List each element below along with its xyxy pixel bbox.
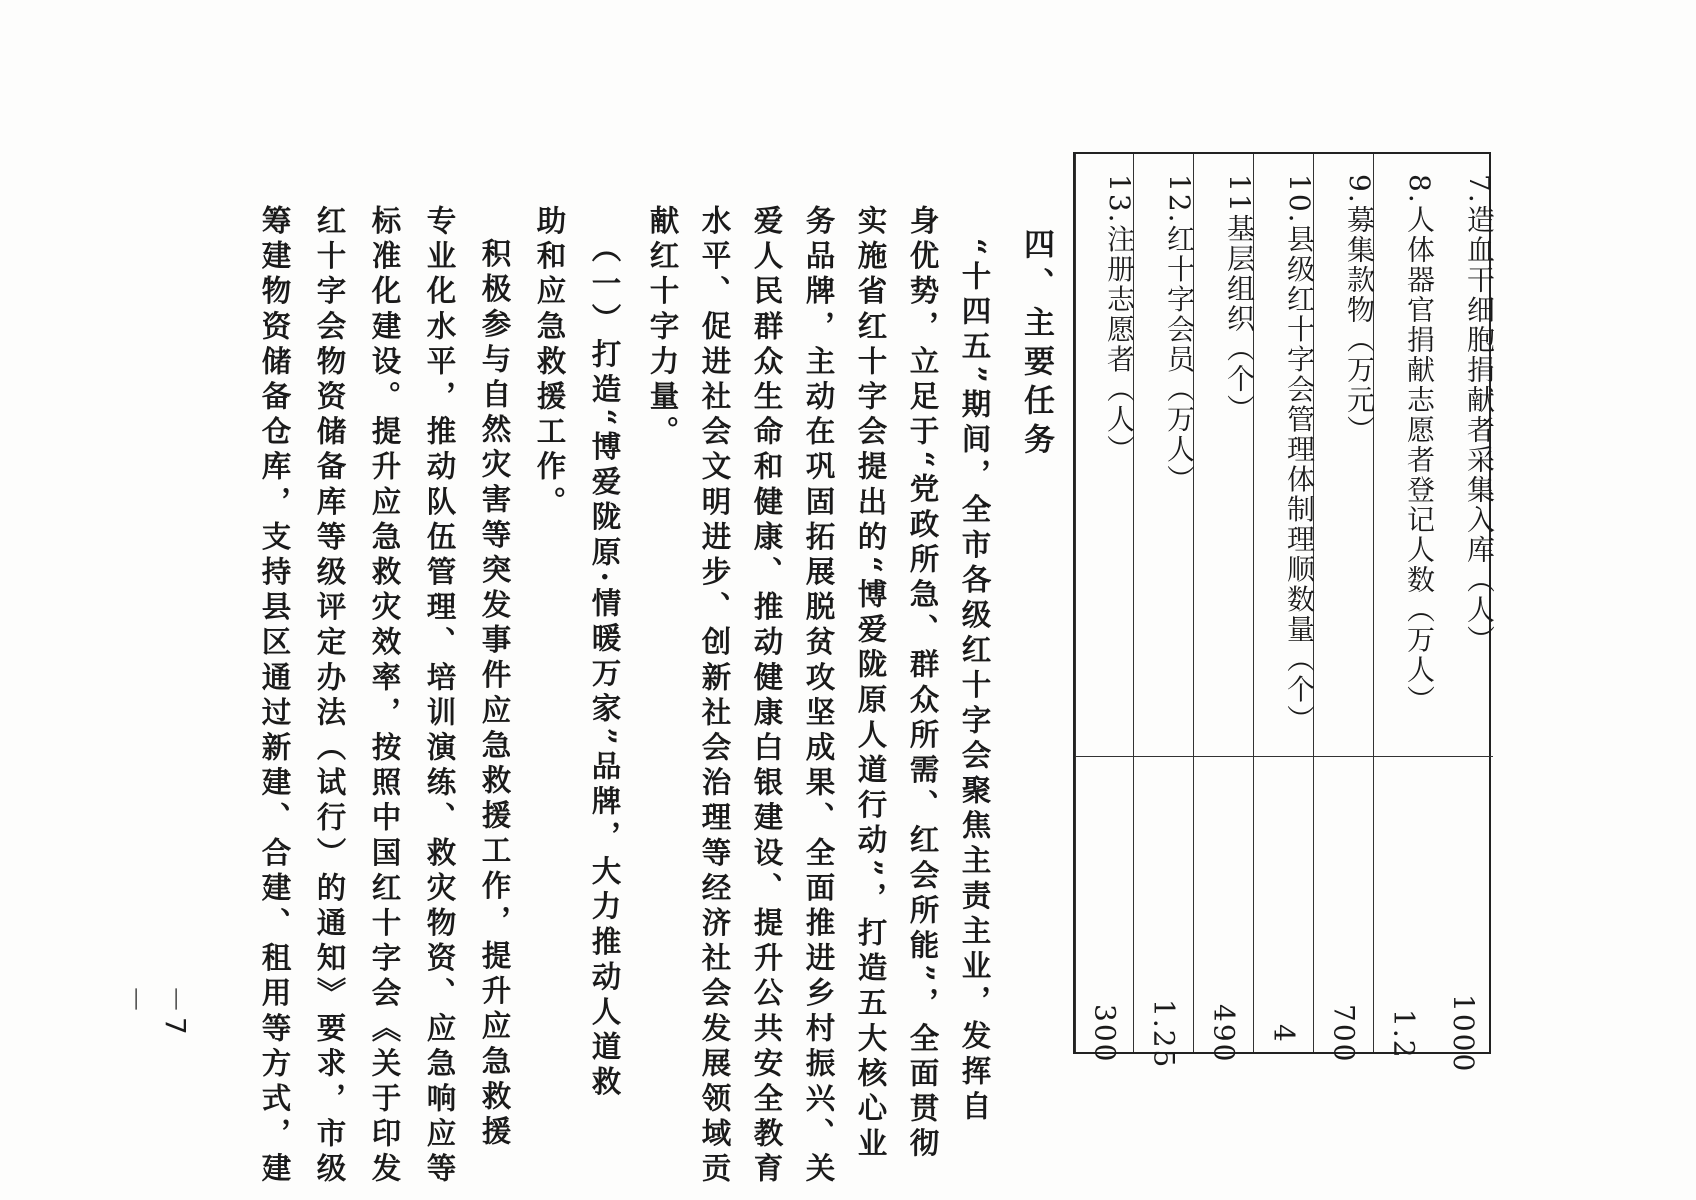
table-row: [1193, 154, 1256, 1064]
intro-line: 身优势，立足于“党政所急、群众所需、红会所能”，全面贯彻: [905, 205, 941, 1163]
intro-line: “十四五”期间，全市各级红十字会聚焦主责主业，发挥自: [957, 238, 993, 1126]
body-line: 红十字会物资储备库等级评定办法（试行）的通知》要求，市级: [312, 205, 348, 1188]
table-cell-label: 10.县级红十字会管理体制理顺数量（个）: [1283, 174, 1316, 735]
table-divider: [1254, 756, 1313, 757]
table-cell-value: 4: [1267, 1024, 1301, 1044]
body-line: 专业化水平，推动队伍管理、培训演练、救灾物资、应急响应等: [422, 205, 458, 1188]
intro-line: 水平、促进社会文明进步、创新社会治理等经济社会发展领域贡: [697, 205, 733, 1188]
table-cell-label: 13.注册志愿者（人）: [1103, 174, 1136, 465]
indicator-table: [1073, 152, 1496, 1074]
table-cell-label: 11基层组织（个）: [1223, 174, 1256, 424]
subsection-heading: （一）打造“博爱陇原·情暖万家”品牌，大力推动人道救: [587, 233, 623, 1102]
table-cell-label: 9.募集款物（万元）: [1343, 174, 1376, 445]
body-line: 积极参与自然灾害等突发事件应急救援工作，提升应急救援: [477, 238, 513, 1151]
table-cell-label: 8.人体器官捐献志愿者登记人数（万人）: [1403, 174, 1436, 715]
table-cell-value: 490: [1207, 1004, 1241, 1064]
table-divider: [1134, 756, 1193, 757]
table-divider: [1314, 756, 1373, 757]
intro-line: 献红十字力量。: [645, 205, 681, 451]
table-row: [1313, 154, 1376, 1064]
subsection-heading-cont: 助和应急救援工作。: [532, 205, 568, 521]
table-cell-value: 1.2: [1387, 1008, 1421, 1060]
table-row: [1075, 154, 1136, 1064]
intro-line: 实施省红十字会提出的“博爱陇原人道行动”，打造五大核心业: [853, 205, 889, 1163]
table-divider: [1433, 756, 1493, 757]
section-heading: 四、主要任务: [1018, 228, 1054, 462]
page-number: －7－: [119, 985, 192, 1039]
table-cell-label: 7.造血干细胞捐献者采集入库（人）: [1463, 174, 1496, 655]
table-cell-value: 700: [1327, 1004, 1361, 1064]
table-divider: [1194, 756, 1253, 757]
intro-line: 务品牌，主动在巩固拓展脱贫攻坚成果、全面推进乡村振兴、关: [801, 205, 837, 1188]
table-divider: [1076, 756, 1133, 757]
table-divider: [1374, 756, 1433, 757]
table-row: [1133, 154, 1196, 1070]
table-row: [1253, 154, 1316, 1052]
table-cell-value: 1000: [1447, 994, 1480, 1074]
body-line: 标准化建设。提升应急救灾效率，按照中国红十字会《关于印发: [367, 205, 403, 1188]
table-cell-label: 12.红十字会员（万人）: [1163, 174, 1196, 495]
table-cell-value: 1.25: [1147, 998, 1181, 1070]
table-row: [1433, 154, 1496, 1074]
body-line: 筹建物资储备仓库，支持县区通过新建、合建、租用等方式，建: [257, 205, 293, 1188]
intro-line: 爱人民群众生命和健康、推动健康白银建设、提升公共安全教育: [749, 205, 785, 1188]
table-cell-value: 300: [1088, 1004, 1122, 1064]
table-row: [1373, 154, 1436, 1060]
